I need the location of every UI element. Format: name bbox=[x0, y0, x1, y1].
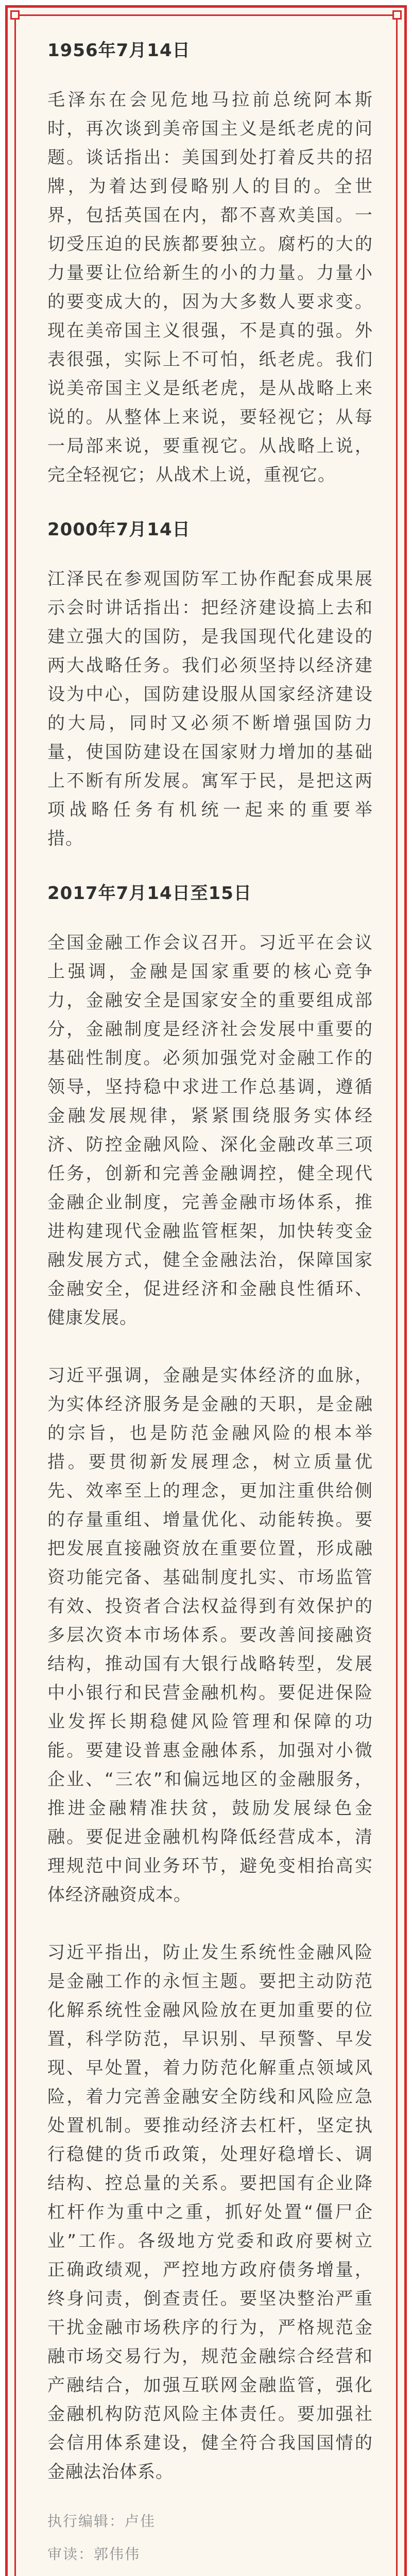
paragraph-line: 置，科学防范，早识别、早预警、早发 bbox=[47, 2029, 373, 2049]
paragraph-line: 推进金融精准扶贫，鼓励发展绿色金 bbox=[47, 1798, 373, 1819]
paragraph-line: 业发挥长期稳健风险管理和保障的功 bbox=[47, 1711, 373, 1732]
paragraph-line: 上不断有所发展。寓军于民，是把这两 bbox=[47, 771, 373, 791]
paragraph-line: 的大局，同时又必须不断增强国防力 bbox=[47, 713, 373, 734]
paragraph-line: 一局部来说，要重视它。从战略上说， bbox=[47, 436, 373, 456]
paragraph-line: 措。 bbox=[47, 828, 83, 849]
paragraph-line: 切受压迫的民族都要独立。腐朽的大的 bbox=[47, 234, 373, 255]
paragraph-line: 示会时讲话指出：把经济建设搞上去和 bbox=[47, 598, 373, 618]
paragraph-line: 资功能完备、基础制度扎实、市场监管 bbox=[47, 1567, 373, 1588]
paragraph-line: 现在美帝国主义很强，不是真的强。外 bbox=[47, 320, 373, 341]
paragraph-line: 现、早处置，着力防范化解重点领域风 bbox=[47, 2058, 373, 2078]
credit-line bbox=[47, 2571, 373, 2576]
paragraph-line: 结构、控总量的关系。要把国有企业降 bbox=[47, 2173, 373, 2194]
timeline-sections bbox=[47, 36, 373, 2486]
paragraph-line: 金融企业制度，完善金融市场体系，推 bbox=[47, 1192, 373, 1213]
paragraph-line: 领导，坚持稳中求进工作总基调，遵循 bbox=[47, 1077, 373, 1097]
article-paragraph bbox=[47, 928, 373, 1332]
paragraph-line: 任务，创新和完善金融调控，健全现代 bbox=[47, 1163, 373, 1184]
credits-block bbox=[47, 2505, 373, 2576]
paragraph-line: 干扰金融市场秩序的行为，严格规范金 bbox=[47, 2317, 373, 2338]
paragraph-line: 进构建现代金融监管框架，加快转变金 bbox=[47, 1221, 373, 1242]
paragraph-line: 把发展直接融资放在重要位置，形成融 bbox=[47, 1538, 373, 1559]
paragraph-line: 融市场交易行为，规范金融综合经营和 bbox=[47, 2346, 373, 2367]
timeline-section bbox=[47, 515, 373, 853]
paragraph-line: 的存量重组、增量优化、动能转换。要 bbox=[47, 1510, 373, 1530]
paragraph-line: 两大战略任务。我们必须坚持以经济建 bbox=[47, 655, 373, 676]
section-date-heading: 1956年7月14日 bbox=[47, 40, 191, 61]
paragraph-line: 表很强，实际上不可怕，纸老虎。我们 bbox=[47, 349, 373, 370]
paragraph-line: 上强调，金融是国家重要的核心竞争 bbox=[47, 961, 373, 982]
paragraph-line: 习近平指出，防止发生系统性金融风险 bbox=[47, 1942, 373, 1963]
paragraph-line: 杠杆作为重中之重，抓好处置“僵尸企 bbox=[47, 2202, 373, 2223]
paragraph-line: 基础性制度。必须加强党对金融工作的 bbox=[47, 1048, 373, 1069]
paragraph-line: 时，再次谈到美帝国主义是纸老虎的问 bbox=[47, 118, 373, 139]
paragraph-line: 金融发展规律，紧紧围绕服务实体经 bbox=[47, 1106, 373, 1126]
paragraph-line: 金融安全，促进经济和金融良性循环、 bbox=[47, 1279, 373, 1299]
section-date-heading: 2017年7月14日至15日 bbox=[47, 883, 252, 904]
article-content bbox=[47, 36, 373, 2576]
frame-corner-ornament-left bbox=[10, 10, 20, 20]
paragraph-line: 金融机构防范风险主体责任。要加强社 bbox=[47, 2404, 373, 2425]
paragraph-line: 能。要建设普惠金融体系，加强对小微 bbox=[47, 1740, 373, 1761]
paragraph-line: 结构，推动国有大银行战略转型，发展 bbox=[47, 1654, 373, 1674]
paragraph-line: 的要变成大的，因为大多数人要求变。 bbox=[47, 292, 373, 312]
article-paragraph bbox=[47, 1361, 373, 1909]
paragraph-line: 处置机制。要推动经济去杠杆，坚定执 bbox=[47, 2115, 373, 2136]
paragraph-line: 为实体经济服务是金融的天职，是金融 bbox=[47, 1394, 373, 1415]
paragraph-line: 济、防控金融风险、深化金融改革三项 bbox=[47, 1134, 373, 1155]
paragraph-line: 是金融工作的永恒主题。要把主动防范 bbox=[47, 1971, 373, 1992]
paragraph-line: 完全轻视它；从战术上说，重视它。 bbox=[47, 465, 336, 485]
paragraph-line: 习近平强调，金融是实体经济的血脉， bbox=[47, 1365, 373, 1386]
paragraph-line: 说的。从整体上来说，要轻视它；从每 bbox=[47, 407, 373, 428]
section-date-heading: 2000年7月14日 bbox=[47, 519, 191, 540]
paragraph-line: 牌，为着达到侵略别人的目的。全世 bbox=[47, 176, 373, 197]
paragraph-line: 终身问责，倒查责任。要坚决整治严重 bbox=[47, 2289, 373, 2309]
paragraph-line: 设为中心，国防建设服从国家经济建设 bbox=[47, 684, 373, 705]
article-paragraph bbox=[47, 86, 373, 489]
paragraph-line: 题。谈话指出：美国到处打着反共的招 bbox=[47, 147, 373, 168]
article-paragraph bbox=[47, 565, 373, 853]
paragraph-line: 多层次资本市场体系。要改善间接融资 bbox=[47, 1625, 373, 1646]
paragraph-line: 建立强大的国防，是我国现代化建设的 bbox=[47, 626, 373, 647]
timeline-section bbox=[47, 879, 373, 2486]
paragraph-line: 融。要促进金融机构降低经营成本，清 bbox=[47, 1827, 373, 1848]
paragraph-line: 界，包括英国在内，都不喜欢美国。一 bbox=[47, 205, 373, 226]
article-paragraph bbox=[47, 1938, 373, 2486]
paragraph-line: 业”工作。各级地方党委和政府要树立 bbox=[47, 2231, 373, 2251]
credit-line: 审读：郭伟伟 bbox=[47, 2546, 141, 2563]
paragraph-line: 企业、“三农”和偏远地区的金融服务， bbox=[47, 1769, 373, 1790]
paragraph-line: 行稳健的货币政策，处理好稳增长、调 bbox=[47, 2144, 373, 2165]
timeline-section bbox=[47, 36, 373, 489]
paragraph-line: 全国金融工作会议召开。习近平在会议 bbox=[47, 933, 373, 953]
paragraph-line: 措。要贯彻新发展理念，树立质量优 bbox=[47, 1452, 373, 1472]
paragraph-line: 江泽民在参观国防军工协作配套成果展 bbox=[47, 569, 373, 589]
paragraph-line: 理规范中间业务环节，避免变相抬高实 bbox=[47, 1856, 373, 1876]
paragraph-line: 力，金融安全是国家安全的重要组成部 bbox=[47, 990, 373, 1011]
paragraph-line: 的宗旨，也是防范金融风险的根本举 bbox=[47, 1423, 373, 1444]
paragraph-line: 健康发展。 bbox=[47, 1308, 138, 1328]
paragraph-line: 有效、投资者合法权益得到有效保护的 bbox=[47, 1596, 373, 1617]
paragraph-line: 化解系统性金融风险放在更加重要的位 bbox=[47, 2000, 373, 2021]
paragraph-line: 力量要让位给新生的小的力量。力量小 bbox=[47, 263, 373, 283]
paragraph-line: 体经济融资成本。 bbox=[47, 1885, 192, 1905]
paragraph-line: 项战略任务有机统一起来的重要举 bbox=[47, 800, 373, 820]
paragraph-line: 产融结合，加强互联网金融监管，强化 bbox=[47, 2375, 373, 2396]
paragraph-line: 分，金融制度是经济社会发展中重要的 bbox=[47, 1019, 373, 1040]
credit-line: 执行编辑：卢佳 bbox=[47, 2513, 156, 2530]
paragraph-line: 正确政绩观，严控地方政府债务增量， bbox=[47, 2260, 373, 2280]
paragraph-line: 中小银行和民营金融机构。要促进保险 bbox=[47, 1683, 373, 1703]
paragraph-line: 量，使国防建设在国家财力增加的基础 bbox=[47, 742, 373, 762]
paragraph-line: 金融法治体系。 bbox=[47, 2462, 174, 2482]
paragraph-line: 毛泽东在会见危地马拉前总统阿本斯 bbox=[47, 90, 373, 110]
paragraph-line: 先、效率至上的理念，更加注重供给侧 bbox=[47, 1481, 373, 1501]
paragraph-line: 险，着力完善金融安全防线和风险应急 bbox=[47, 2087, 373, 2107]
paragraph-line: 说美帝国主义是纸老虎，是从战略上来 bbox=[47, 378, 373, 399]
paragraph-line: 融发展方式，健全金融法治，保障国家 bbox=[47, 1250, 373, 1270]
paragraph-line: 会信用体系建设，健全符合我国国情的 bbox=[47, 2433, 373, 2453]
frame-corner-ornament-right bbox=[392, 10, 402, 20]
